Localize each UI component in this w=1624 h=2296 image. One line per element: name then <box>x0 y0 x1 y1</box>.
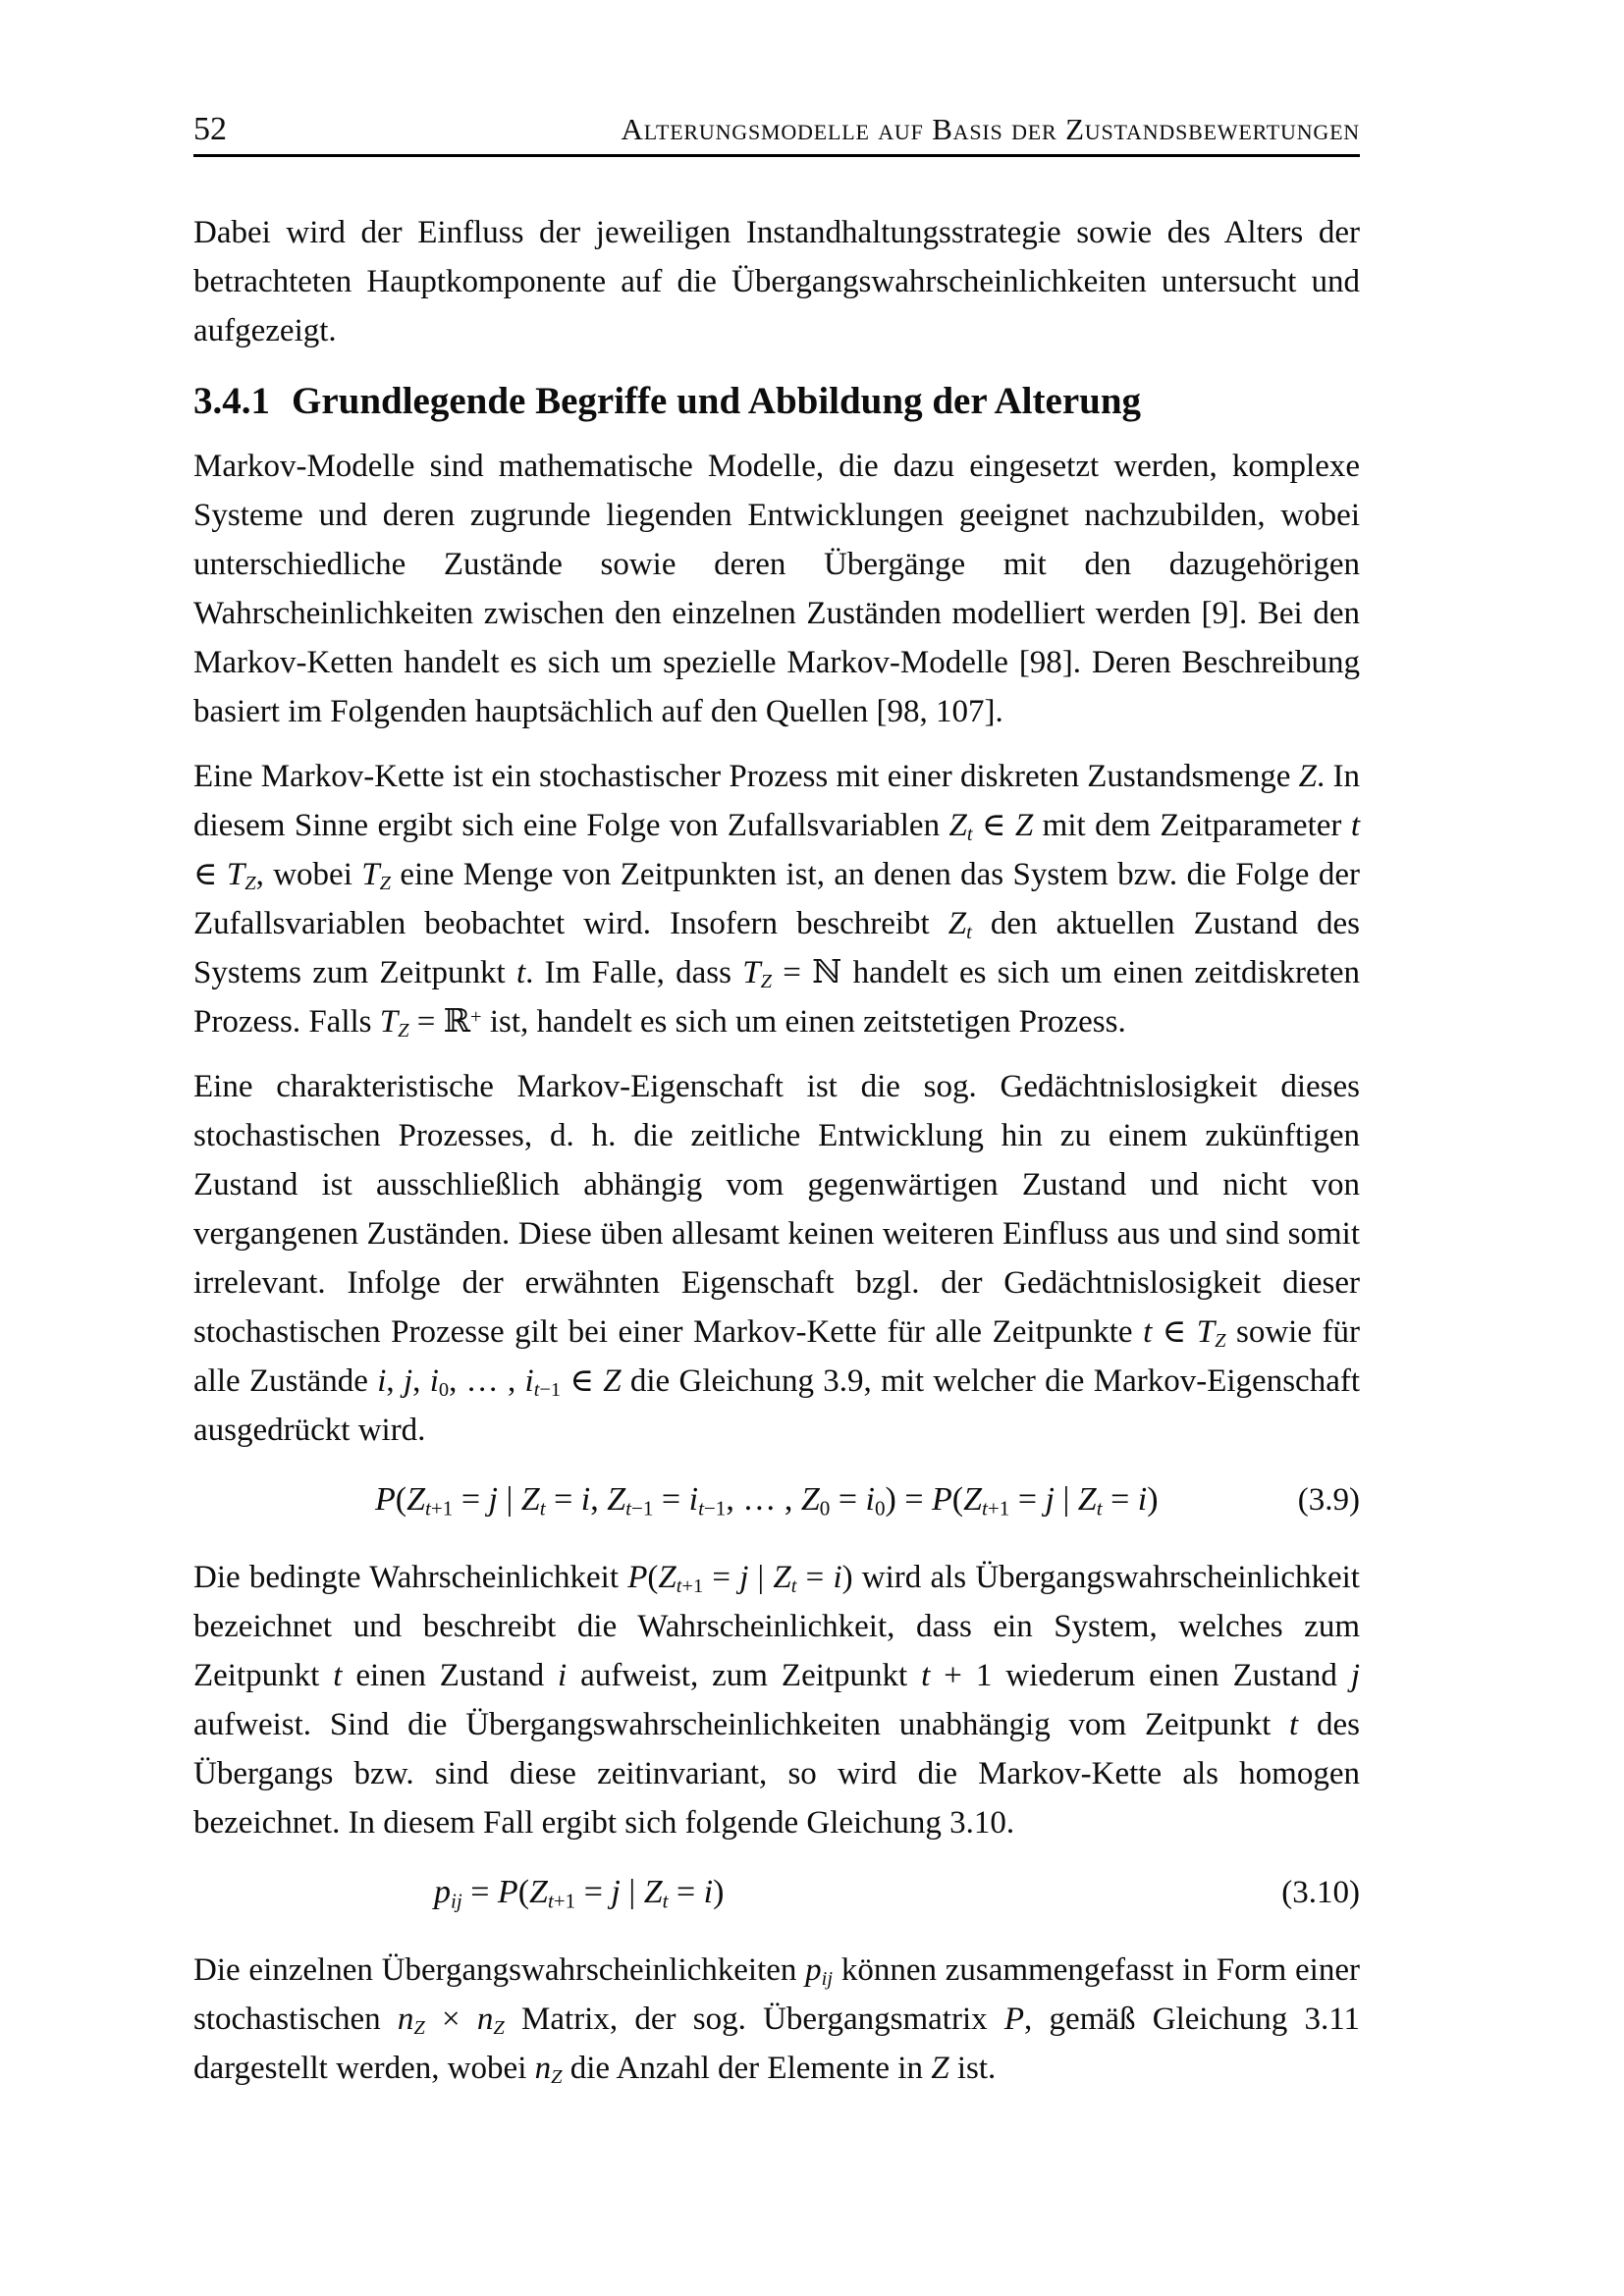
section-heading <box>193 375 1360 428</box>
equation-3-10-label: (3.10) <box>1281 1875 1360 1910</box>
equation-3-9 <box>193 1470 1360 1529</box>
section-title: Grundlegende Begriffe und Abbildung der Alterung <box>292 380 1142 422</box>
page-content <box>193 208 1360 2093</box>
paragraph-transition-matrix: Die einzelnen Übergangswahrscheinlichkeiten $p_{ij}$ können zusammengefasst in Form einer stochastischen $n_Z \times n_Z$ Matrix, der sog. Übergangsmatrix P, gemäß Gleichung 3.11 dargestellt werden, wobei $n_Z$ die Anzahl der Elemente in Z ist. <box>193 1952 1361 2089</box>
equation-3-10 <box>193 1863 1360 1922</box>
page-header <box>193 110 1360 149</box>
section-number: 3.4.1 <box>193 380 270 422</box>
page-number: 52 <box>193 111 227 147</box>
paragraph-transition-probability: Die bedingte Wahrscheinlichkeit $P(Z_{t+1} = j$ | $Z_t = i$) wird als Übergangswahrscheinlichkeit bezeichnet und beschreibt die Wahrscheinlichkeit, dass ein System, welches zum Zeitpunkt t einen Zustand i aufweist, zum Zeitpunkt t + 1 wiederum einen Zustand j aufweist. Sind die Übergangswahrscheinlichkeiten unabhängig vom Zeitpunkt t des Übergangs bzw. sind diese zeitinvariant, so wird die Markov-Kette als homogen bezeichnet. In diesem Fall ergibt sich folgende Gleichung 3.10. <box>193 1560 1361 1841</box>
paragraph-markov-models: Markov-Modelle sind mathematische Modelle, die dazu eingesetzt werden, komplexe Systeme und deren zugrunde liegenden Entwicklungen geeignet nachzubilden, wobei unterschiedliche Zustände sowie deren Übergänge mit den dazugehörigen Wahrscheinlichkeiten zwischen den einzelnen Zuständen modelliert werden [9]. Bei den Markov-Ketten handelt es sich um spezielle Markov-Modelle [98]. Deren Beschreibung basiert im Folgenden hauptsächlich auf den Quellen [98, 107]. <box>193 449 1360 729</box>
equation-3-9-label: (3.9) <box>1297 1482 1360 1518</box>
running-title: Alterungsmodelle auf Basis der Zustandsbewertungen <box>621 112 1360 146</box>
paragraph-markov-chain: Eine Markov-Kette ist ein stochastischer Prozess mit einer diskreten Zustandsmenge Z. In diesem Sinne ergibt sich eine Folge von Zufallsvariablen $Z_t$ ∈ Z mit dem Zeitparameter t ∈ $T_Z$, wobei $T_Z$ eine Menge von Zeitpunkten ist, an denen das System bzw. die Folge der Zufallsvariablen beobachtet wird. Insofern beschreibt $Z_t$ den aktuellen Zustand des Systems zum Zeitpunkt t. Im Falle, dass $T_Z$ = ℕ handelt es sich um einen zeitdiskreten Prozess. Falls $T_Z$ = ℝ+ ist, handelt es sich um einen zeitstetigen Prozess. <box>193 759 1360 1042</box>
paragraph-memorylessness: Eine charakteristische Markov-Eigenschaft ist die sog. Gedächtnislosigkeit dieses stochastischen Prozesses, d. h. die zeitliche Entwicklung hin zu einem zukünftigen Zustand ist ausschließlich abhängig vom gegenwärtigen Zustand und nicht von vergangenen Zuständen. Diese üben allesamt keinen weiteren Einfluss aus und sind somit irrelevant. Infolge der erwähnten Eigenschaft bzgl. der Gedächtnislosigkeit dieser stochastischen Prozesse gilt bei einer Markov-Kette für alle Zeitpunkte t ∈ $T_Z$ sowie für alle Zustände i, j, $i_0$, … , $i_{t-1}$ ∈ Z die Gleichung 3.9, mit welcher die Markov-Eigenschaft ausgedrückt wird. <box>193 1069 1361 1448</box>
equation-3-9-body: $P(Z_{t+1} = j$ | $Z_t = i$, $Z_{t-1} = i_{t-1}$, … , $Z_0 = i_0) = P(Z_{t+1} = j$ | $Z_t = i$) <box>375 1481 1159 1521</box>
paragraph-intro: Dabei wird der Einfluss der jeweiligen Instandhaltungsstrategie sowie des Alters der betrachteten Hauptkomponente auf die Übergangswahrscheinlichkeiten untersucht und aufgezeigt. <box>193 215 1360 348</box>
equation-3-10-body: $p_{ij} = P(Z_{t+1} = j$ | $Z_t = i$) <box>434 1874 725 1913</box>
header-rule <box>193 154 1360 157</box>
